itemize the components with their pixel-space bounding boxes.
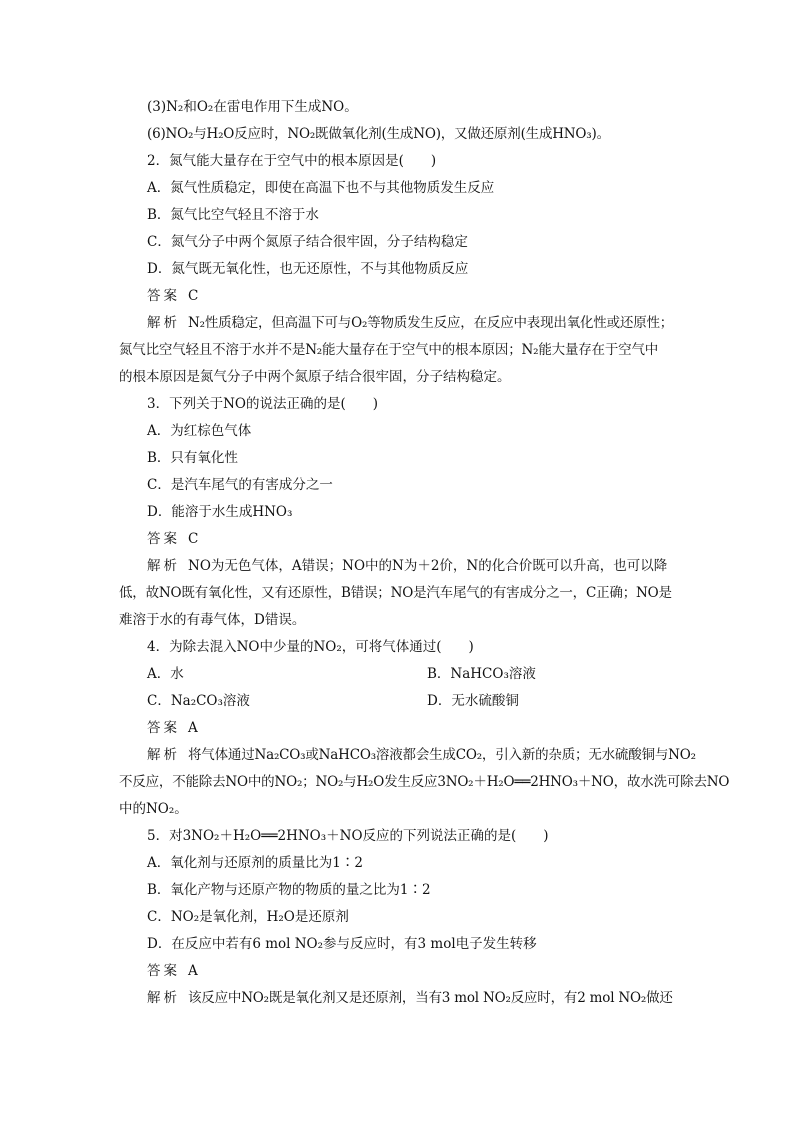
text-line: (3)N₂和O₂在雷电作用下生成NO。 [147, 99, 358, 115]
text-line: (6)NO₂与H₂O反应时，NO₂既做氧化剂(生成NO)，又做还原剂(生成HNO₃)。 [147, 126, 610, 142]
question-5-explanation: 解析 该反应中NO₂既是氧化剂又是还原剂，当有3 mol NO₂反应时，有2 mol NO₂做还 [147, 990, 673, 1006]
question-4-answer: 答案 A [147, 720, 198, 736]
question-5-option-d: D．在反应中若有6 mol NO₂参与反应时，有3 mol电子发生转移 [147, 936, 537, 952]
question-4-explanation: 不反应，不能除去NO中的NO₂；NO₂与H₂O发生反应3NO₂＋H₂O══2HNO₃＋NO，故水洗可除去NO [119, 774, 730, 790]
question-3-option-c: C．是汽车尾气的有害成分之一 [147, 477, 333, 493]
question-2-explanation: 氮气比空气轻且不溶于水并不是N₂能大量存在于空气中的根本原因；N₂能大量存在于空气中 [119, 342, 659, 358]
question-2: 2．氮气能大量存在于空气中的根本原因是( ) [147, 153, 437, 169]
question-3-explanation: 低，故NO既有氧化性，又有还原性，B错误；NO是汽车尾气的有害成分之一，C正确；NO是 [119, 585, 672, 601]
question-5-option-b: B．氧化产物与还原产物的物质的量之比为1∶2 [147, 882, 431, 898]
question-3-option-a: A．为红棕色气体 [147, 423, 252, 439]
question-3-answer: 答案 C [147, 531, 199, 547]
question-4-explanation: 解析 将气体通过Na₂CO₃或NaHCO₃溶液都会生成CO₂，引入新的杂质；无水硫酸铜与NO₂ [147, 747, 696, 763]
question-4-option-a: A．水 [147, 666, 184, 682]
question-2-explanation: 解析 N₂性质稳定，但高温下可与O₂等物质发生反应，在反应中表现出氧化性或还原性； [147, 315, 674, 331]
question-2-answer: 答案 C [147, 288, 199, 304]
question-4: 4．为除去混入NO中少量的NO₂，可将气体通过( ) [147, 639, 474, 655]
question-5-option-a: A．氧化剂与还原剂的质量比为1∶2 [147, 855, 363, 871]
question-2-option-d: D．氮气既无氧化性，也无还原性，不与其他物质反应 [147, 261, 469, 277]
question-4-option-d: D．无水硫酸铜 [427, 693, 519, 709]
question-4-option-c: C．Na₂CO₃溶液 [147, 693, 250, 709]
question-5-option-c: C．NO₂是氧化剂，H₂O是还原剂 [147, 909, 349, 925]
question-2-option-b: B．氮气比空气轻且不溶于水 [147, 207, 319, 223]
question-4-explanation: 中的NO₂。 [119, 801, 188, 817]
question-2-explanation: 的根本原因是氮气分子中两个氮原子结合很牢固，分子结构稳定。 [119, 369, 511, 385]
question-2-option-a: A．氮气性质稳定，即使在高温下也不与其他物质发生反应 [147, 180, 495, 196]
question-4-option-b: B．NaHCO₃溶液 [427, 666, 536, 682]
question-3-option-d: D．能溶于水生成HNO₃ [147, 504, 293, 520]
question-3: 3．下列关于NO的说法正确的是( ) [147, 396, 379, 412]
question-2-option-c: C．氮气分子中两个氮原子结合很牢固，分子结构稳定 [147, 234, 468, 250]
question-5-answer: 答案 A [147, 963, 198, 979]
question-3-explanation: 难溶于水的有毒气体，D错误。 [119, 612, 306, 628]
question-5: 5．对3NO₂＋H₂O══2HNO₃＋NO反应的下列说法正确的是( ) [147, 828, 549, 844]
question-3-explanation: 解析 NO为无色气体，A错误；NO中的N为＋2价，N的化合价既可以升高，也可以降 [147, 558, 668, 574]
question-3-option-b: B．只有氧化性 [147, 450, 238, 466]
